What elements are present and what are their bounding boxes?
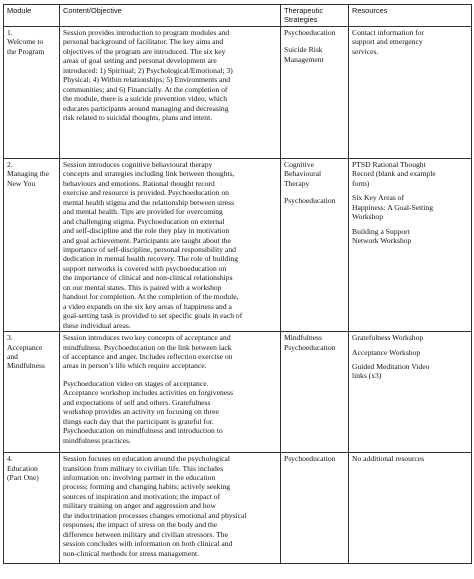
resources-cell: PTSD Rational Thought Record (blank and example form) Six Key Areas of Happiness: A Goal-Setting Workshop Building a Support Network Workshop bbox=[349, 158, 472, 331]
table-row bbox=[4, 158, 472, 331]
strategies-cell: Psychoeducation Suicide Risk Management bbox=[281, 26, 349, 158]
module-cell: 1. Welcome to the Program bbox=[4, 26, 60, 158]
header-resources: Resources bbox=[349, 5, 472, 27]
program-modules-table bbox=[3, 4, 472, 564]
table-header-row bbox=[4, 5, 472, 27]
table-row bbox=[4, 332, 472, 453]
module-cell: 3. Acceptance and Mindfulness bbox=[4, 332, 60, 453]
content-cell: Session provides introduction to program modules and personal background of facilitator. The key aims and objectives of the program are introduced. The six key areas of goal setting and personal development are introduced: 1) Spiritual; 2) Psychological/Emotional; 3) Physical; 4) Within relationships; 5) Environments and communities; and 6) Financially. At the completion of the module, there is a suicide prevention video, which educates participants around managing and decreasing risk related to suicidal thoughts, plans and intent. bbox=[60, 26, 281, 158]
resources-cell: No additional resources bbox=[349, 453, 472, 564]
module-cell: 4. Education (Part One) bbox=[4, 453, 60, 564]
header-module: Module bbox=[4, 5, 60, 27]
program-table-wrapper bbox=[3, 4, 471, 564]
header-strategies: Therapeutic Strategies bbox=[281, 5, 349, 27]
table-row bbox=[4, 26, 472, 158]
table-row bbox=[4, 453, 472, 564]
resources-cell: Gratefulness Workshop Acceptance Workshop Guided Meditation Video links (x3) bbox=[349, 332, 472, 453]
strategies-cell: Mindfulness Psychoeducation bbox=[281, 332, 349, 453]
content-cell: Session introduces two key concepts of acceptance and mindfulness. Psychoeducation on the link between lack of acceptance and anger. Includes reflection exercise on areas in person’s life which require acceptance. Psychoeducation video on stages of acceptance. Acceptance workshop includes activities on forgiveness and expectations of self and others. Gratefulness workshop provides an activity on focusing on three things each day that the participant is grateful for. Psychoeducation on mindfulness and introduction to mindfulness practices. bbox=[60, 332, 281, 453]
module-cell: 2. Managing the New You bbox=[4, 158, 60, 331]
content-cell: Session focuses on education around the psychological transition from military to civilian life. This includes information on: involving partner in the education process; forming and changing habits; actively seeking sources of inspiration and motivation; the impact of military training on anger and aggression and how the indoctrination processes changes emotional and physical responses; the impact of stress on the body and the difference between military and civilian stressors. The session concludes with information on both clinical and non-clinical methods for stress management. bbox=[60, 453, 281, 564]
resources-cell: Contact information for support and emergency services. bbox=[349, 26, 472, 158]
header-content: Content/Objective bbox=[60, 5, 281, 27]
strategies-cell: Cognitive Behavioural Therapy Psychoeducation bbox=[281, 158, 349, 331]
strategies-cell: Psychoeducation bbox=[281, 453, 349, 564]
content-cell: Session introduces cognitive behavioural therapy concepts and strategies including link between thoughts, behaviours and emotions. Rational thought record exercise and resource is provided. Psychoeducation on mental health stigma and the relationship between stress and mental health. Tips are provided for overcoming and challenging stigma. Psychoeducation on external and self-discipline and the role they play in motivation and goal achievement. Participants are taught about the importance of self-discipline, personal responsibility and dedication in mental health recovery. The role of building support networks is covered with psychoeducation on the importance of clinical and non-clinical relationships on our mental states. This is paired with a workshop handout for completion. At the completion of the module, a video expands on the six key areas of happiness and a goal-setting task is provided to set specific goals in each of these individual areas. bbox=[60, 158, 281, 331]
